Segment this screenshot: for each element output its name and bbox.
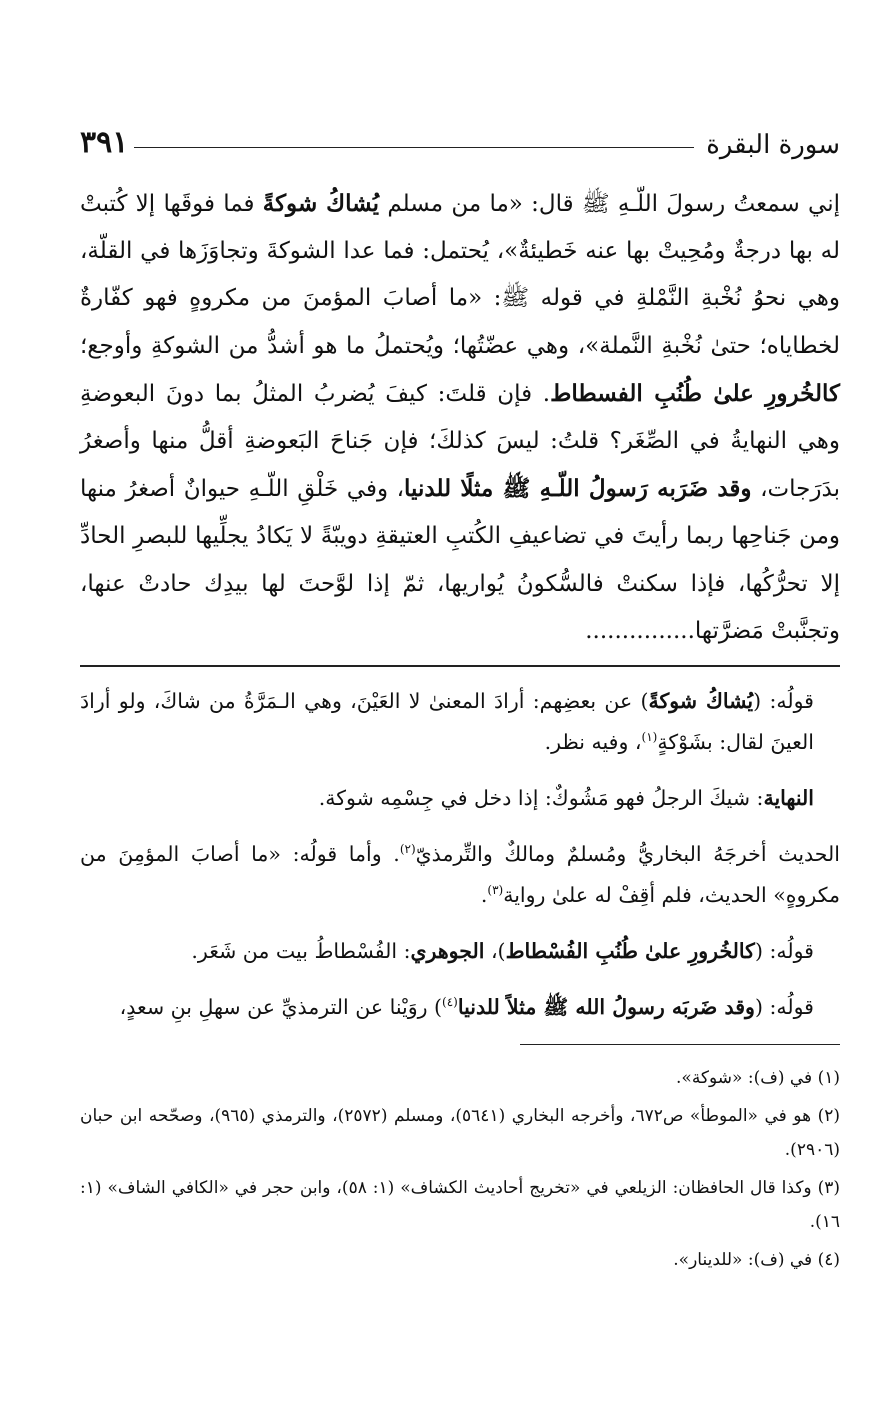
footnotes	[80, 1061, 840, 1277]
main-text-segment: إني سمعتُ رسولَ اللّـهِ ﷺ قال: «ما من مسلم	[379, 191, 841, 217]
footnote-ref[interactable]: (٤)	[442, 995, 458, 1010]
commentary-text: قولُه: (	[754, 995, 814, 1020]
section-divider	[80, 665, 840, 667]
main-text-bold: وقد ضَرَبه رَسولُ اللّـهِ ﷺ مثلًا للدنيا	[404, 475, 752, 503]
commentary-text: .	[480, 883, 488, 908]
commentary-paragraph	[80, 778, 840, 819]
main-text	[80, 180, 840, 655]
main-text-segment: . فإن قلتَ: كيفَ يُضربُ المثلُ بما دونَ البعوضةِ وهي النهايةُ في الصِّغَر؟ قلتُ: ليسَ كذلكَ؛ فإن جَناحَ البَعوضةِ أقلُّ منها وأصغرُ بدَرَجات،	[80, 380, 840, 503]
commentary-bold: الجوهري	[410, 939, 485, 964]
footnote-ref[interactable]: (١)	[641, 730, 658, 745]
commentary-paragraph	[80, 834, 840, 916]
footnote-ref[interactable]: (٣)	[487, 883, 504, 898]
page-number: ٣٩١	[80, 125, 129, 160]
main-text-segment: ، وفي خَلْقِ اللّـهِ حيوانٌ أصغرُ منها ومن جَناحِها ربما رأيتَ في تضاعيفِ الكُتبِ العتيقةِ دويبّةً لا يَكادُ يجلِّيها للبصرِ الحادِّ إلا تحرُّكُها، فإذا سكنتْ فالسُّكونُ يُواريها، ثمّ إذا لوَّحتَ لها بيدِك حادتْ عنها، وتجنَّبتْ مَضرَّتها...............	[80, 476, 840, 644]
commentary-text: : الفُسْطاطُ بيت من شَعَر.	[191, 939, 411, 964]
footnote-4: (٤) في (ف): «للدينار».	[673, 1250, 840, 1271]
commentary-text: : شيكَ الرجلُ فهو مَشُوكٌ: إذا دخل في جِسْمِه شوكة.	[318, 786, 764, 811]
commentary-text: قولُه: (	[753, 689, 814, 714]
header-rule	[134, 147, 694, 148]
surah-title: سورة البقرة	[706, 130, 840, 160]
commentary-bold: النهاية	[763, 786, 814, 811]
commentary-paragraph	[80, 931, 840, 972]
running-header	[80, 110, 840, 160]
commentary-text: ) روَيْنا عن الترمذيِّ عن سهلِ بنِ سعدٍ،	[119, 995, 443, 1020]
footnote-divider	[520, 1044, 840, 1045]
main-text-bold: كالخُرورِ علىٰ طُنُبِ الفسطاط	[550, 379, 840, 407]
footnote-ref[interactable]: (٢)	[399, 842, 416, 857]
footnote-1: (١) في (ف): «شوكة».	[676, 1068, 840, 1089]
footnote-3: (٣) وكذا قال الحافظان: الزيلعي في «تخريج أحاديث الكشاف» (١: ٥٨)، وابن حجر في «الكافي الشاف» (١: ١٦).	[80, 1178, 840, 1233]
commentary-bold: كالخُرورِ علىٰ طُنُبِ الفُسْطاط	[505, 939, 755, 964]
commentary-text: . وأما قولُه: «ما أصابَ المؤمِنَ من مكروهٍ» الحديث، فلم أقِفْ له علىٰ رواية	[80, 842, 840, 908]
commentary	[80, 681, 840, 1028]
main-paragraph	[80, 180, 840, 655]
page	[80, 110, 840, 1281]
commentary-text: الحديث أخرجَهُ البخاريُّ ومُسلمٌ ومالكٌ والتِّرمذيّ	[415, 842, 840, 867]
commentary-text: ، وفيه نظر.	[544, 730, 642, 755]
commentary-bold: يُشاكُ شوكةً	[648, 689, 754, 714]
main-text-segment: فما فوقَها إلا كُتبتْ له بها درجةٌ ومُحِيتْ بها عنه خَطيئةٌ»، يُحتمل: فما عدا الشوكةَ وتجاوَزَها في القلّة، وهي نحوُ نُخْبةِ النَّمْلةِ في قوله ﷺ: «ما أصابَ المؤمنَ من مكروهٍ فهو كفّارةٌ لخطاياه؛ حتىٰ نُخْبةِ النَّملة»، وهي عضّتُها؛ ويُحتملُ ما هو أشدُّ من الشوكةِ وأوجع؛	[80, 191, 840, 359]
commentary-text: قولُه: (	[754, 939, 814, 964]
commentary-bold: وقد ضَربَه رسولُ الله ﷺ مثلاً للدنيا	[457, 995, 755, 1020]
footnote-2: (٢) هو في «الموطأ» ص٦٧٢، وأخرجه البخاري (٥٦٤١)، ومسلم (٢٥٧٢)، والترمذي (٩٦٥)، وصحّحه ابن حبان (٢٩٠٦).	[80, 1106, 840, 1161]
commentary-text: ) عن بعضِهم: أرادَ المعنىٰ لا العَيْنَ، وهي الـمَرَّةُ من شاكَ، ولو أرادَ العينَ لقال: بشَوْكةٍ	[80, 689, 814, 755]
main-text-bold: يُشاكُ شوكةً	[262, 190, 380, 217]
commentary-text: )،	[484, 939, 506, 964]
commentary-paragraph	[80, 681, 840, 763]
commentary-paragraph	[80, 987, 840, 1028]
